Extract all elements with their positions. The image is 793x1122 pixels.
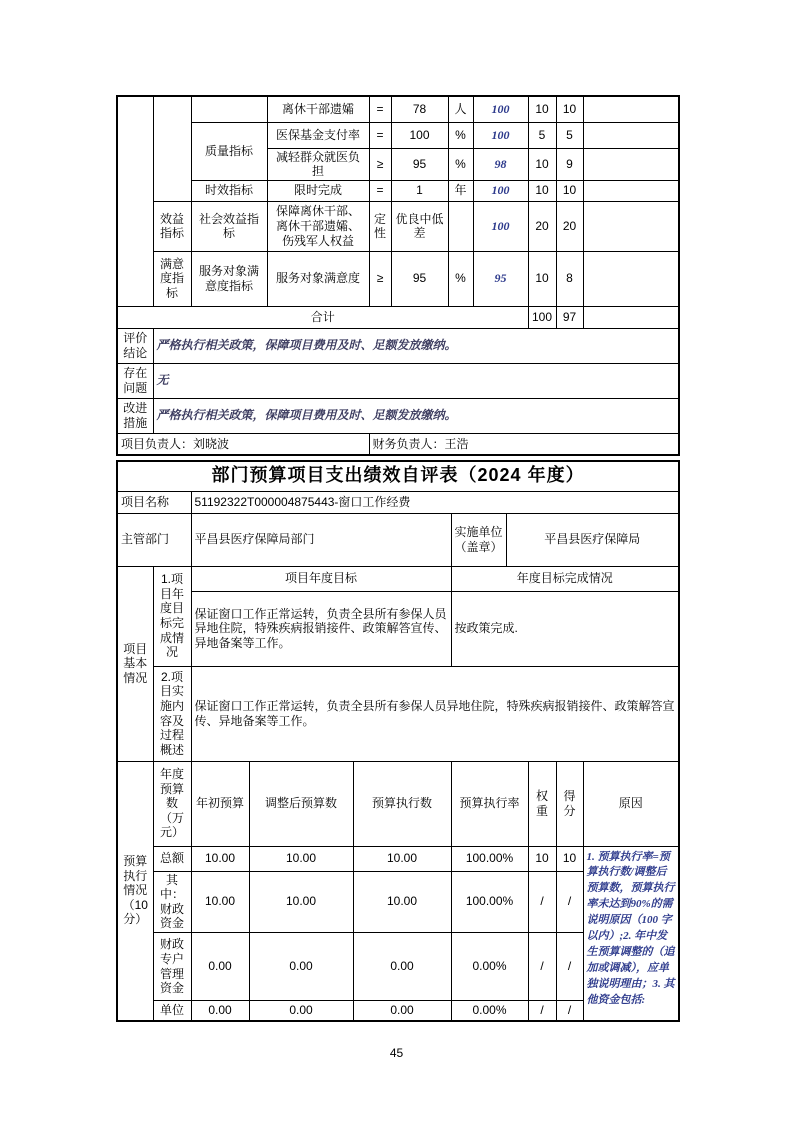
table-row [117,96,679,122]
indicator-actual: 100 [473,180,528,201]
initial-value: 0.00 [191,933,249,1001]
indicator-score: 8 [556,251,583,306]
note-empty [583,180,679,201]
executed-value: 10.00 [353,871,451,933]
indicator-score: 5 [556,122,583,148]
indicator-actual: 98 [473,148,528,180]
weight-header: 权重 [528,761,556,846]
indicator-weight: 20 [528,201,556,251]
score-header: 得分 [556,761,583,846]
indicator-actual: 100 [473,201,528,251]
table-row [117,180,679,201]
table-row [117,201,679,251]
department-value: 平昌县医疗保障局部门 [191,513,451,566]
implementation-section-label: 2.项目实施内容及过程概述 [153,666,191,761]
indicator-score: 10 [556,96,583,122]
indicator-weight: 10 [528,96,556,122]
project-name-label: 项目名称 [117,491,191,513]
score-value: / [556,871,583,933]
remark-label: 改进措施 [117,398,153,433]
improvement-measures-text: 严格执行相关政策，保障项目费用及时、足额发放缴纳。 [153,398,679,433]
indicator-op: = [369,96,391,122]
execution-rate-header: 预算执行率 [451,761,528,846]
score-value: / [556,933,583,1001]
executed-budget-header: 预算执行数 [353,761,451,846]
project-name-row [117,491,679,513]
indicator-score: 9 [556,148,583,180]
project-name-value: 51192322T000004875443-窗口工作经费 [191,491,679,513]
indicator-target: 95 [391,148,448,180]
finance-leader: 财务负责人：王浩 [369,433,679,455]
subcategory-social: 社会效益指标 [191,201,267,251]
indicator-weight: 10 [528,148,556,180]
subcategory-empty [191,96,267,122]
indicator-op: 定性 [369,201,391,251]
indicator-name: 减轻群众就医负担 [267,148,369,180]
weight-value: / [528,871,556,933]
weight-value: 10 [528,846,556,871]
indicator-unit: % [448,122,473,148]
indicator-unit-empty [448,201,473,251]
rate-value: 0.00% [451,1001,528,1021]
implementing-unit-label: 实施单位（盖章） [451,513,506,566]
adjusted-value: 10.00 [249,871,353,933]
department-label: 主管部门 [117,513,191,566]
indicator-op: = [369,122,391,148]
indicator-actual: 95 [473,251,528,306]
indicator-op: ≥ [369,251,391,306]
rate-value: 0.00% [451,933,528,1001]
budget-row-label: 总额 [153,846,191,871]
indicator-target: 1 [391,180,448,201]
basic-info-label: 项目基本情况 [117,566,153,761]
indicator-target: 95 [391,251,448,306]
indicator-unit: 人 [448,96,473,122]
indicator-actual: 100 [473,122,528,148]
basic-content-row [117,591,679,666]
reason-text: 1. 预算执行率=预算执行数/调整后预算数，预算执行率未达到90%的需说明原因（100 字以内）;2. 年中发生预算调整的（追加或调减），应单独说明理由；3. 其他资金包括: [583,846,679,1021]
implementation-text: 保证窗口工作正常运转，负责全县所有参保人员异地住院，特殊疾病报销接件、政策解答宣传、异地备案等工作。 [191,666,679,761]
indicator-op: ≥ [369,148,391,180]
indicator-op: = [369,180,391,201]
budget-row-label: 财政专户管理资金 [153,933,191,1001]
indicator-target: 100 [391,122,448,148]
indicator-unit: % [448,251,473,306]
remark-label: 评价结论 [117,328,153,363]
executed-value: 0.00 [353,1001,451,1021]
executed-value: 10.00 [353,846,451,871]
note-empty [583,251,679,306]
total-weight: 100 [528,306,556,328]
subcategory-quality: 质量指标 [191,122,267,180]
indicator-weight: 5 [528,122,556,148]
annual-budget-header: 年度预算数（万元） [153,761,191,846]
adjusted-value: 0.00 [249,1001,353,1021]
evaluation-conclusion-text: 严格执行相关政策，保障项目费用及时、足额发放缴纳。 [153,328,679,363]
goal-completion-text: 按政策完成. [451,591,679,666]
note-empty [583,201,679,251]
weight-value: / [528,1001,556,1021]
indicator-unit: 年 [448,180,473,201]
executed-value: 0.00 [353,933,451,1001]
category-col-empty [153,96,191,201]
adjusted-value: 10.00 [249,846,353,871]
indicator-actual: 100 [473,96,528,122]
weight-value: / [528,933,556,1001]
group-col-empty [117,96,153,306]
rate-value: 100.00% [451,871,528,933]
indicator-score: 20 [556,201,583,251]
self-evaluation-table [116,460,680,1022]
initial-value: 10.00 [191,871,249,933]
total-score: 97 [556,306,583,328]
indicator-unit: % [448,148,473,180]
implementation-row [117,666,679,761]
indicator-name: 医保基金支付率 [267,122,369,148]
signature-row [117,433,679,455]
remark-label: 存在问题 [117,363,153,398]
indicator-name: 保障离休干部、离休干部遗孀、伤残军人权益 [267,201,369,251]
remark-row [117,363,679,398]
indicator-name: 服务对象满意度 [267,251,369,306]
budget-row-label: 其中：财政资金 [153,871,191,933]
rate-value: 100.00% [451,846,528,871]
category-satisfaction: 满意度指标 [153,251,191,306]
indicator-table [116,95,680,456]
indicator-name: 限时完成 [267,180,369,201]
indicator-target: 优良中低差 [391,201,448,251]
reason-header: 原因 [583,761,679,846]
department-row [117,513,679,566]
indicator-score: 10 [556,180,583,201]
score-value: 10 [556,846,583,871]
basic-header-row [117,566,679,591]
note-empty [583,96,679,122]
initial-budget-header: 年初预算 [191,761,249,846]
remark-row [117,328,679,363]
score-value: / [556,1001,583,1021]
annual-goal-section-label: 1.项目年度目标完成情况 [153,566,191,666]
budget-section-label: 预算执行情况（10分） [117,761,153,1021]
budget-row-label: 单位 [153,1001,191,1021]
project-leader: 项目负责人：刘晓波 [117,433,369,455]
initial-value: 10.00 [191,846,249,871]
page-number: 45 [389,1046,404,1060]
category-benefit: 效益指标 [153,201,191,251]
note-empty [583,148,679,180]
table-row [117,251,679,306]
budget-row-total [117,846,679,871]
note-empty [583,306,679,328]
indicator-weight: 10 [528,180,556,201]
existing-problems-text: 无 [153,363,679,398]
subcategory-satisfaction: 服务对象满意度指标 [191,251,267,306]
indicator-weight: 10 [528,251,556,306]
goal-completion-header: 年度目标完成情况 [451,566,679,591]
budget-header-row [117,761,679,846]
subcategory-time: 时效指标 [191,180,267,201]
adjusted-budget-header: 调整后预算数 [249,761,353,846]
remark-row [117,398,679,433]
initial-value: 0.00 [191,1001,249,1021]
title-row [117,461,679,491]
annual-goal-text: 保证窗口工作正常运转，负责全县所有参保人员异地住院，特殊疾病报销接件、政策解答宣传、异地备案等工作。 [191,591,451,666]
table-title: 部门预算项目支出绩效自评表（2024 年度） [117,461,679,491]
total-row [117,306,679,328]
annual-goal-header: 项目年度目标 [191,566,451,591]
note-empty [583,122,679,148]
table-row [117,122,679,148]
adjusted-value: 0.00 [249,933,353,1001]
indicator-name: 离休干部遗孀 [267,96,369,122]
implementing-unit-value: 平昌县医疗保障局 [506,513,679,566]
total-label: 合计 [117,306,528,328]
indicator-target: 78 [391,96,448,122]
